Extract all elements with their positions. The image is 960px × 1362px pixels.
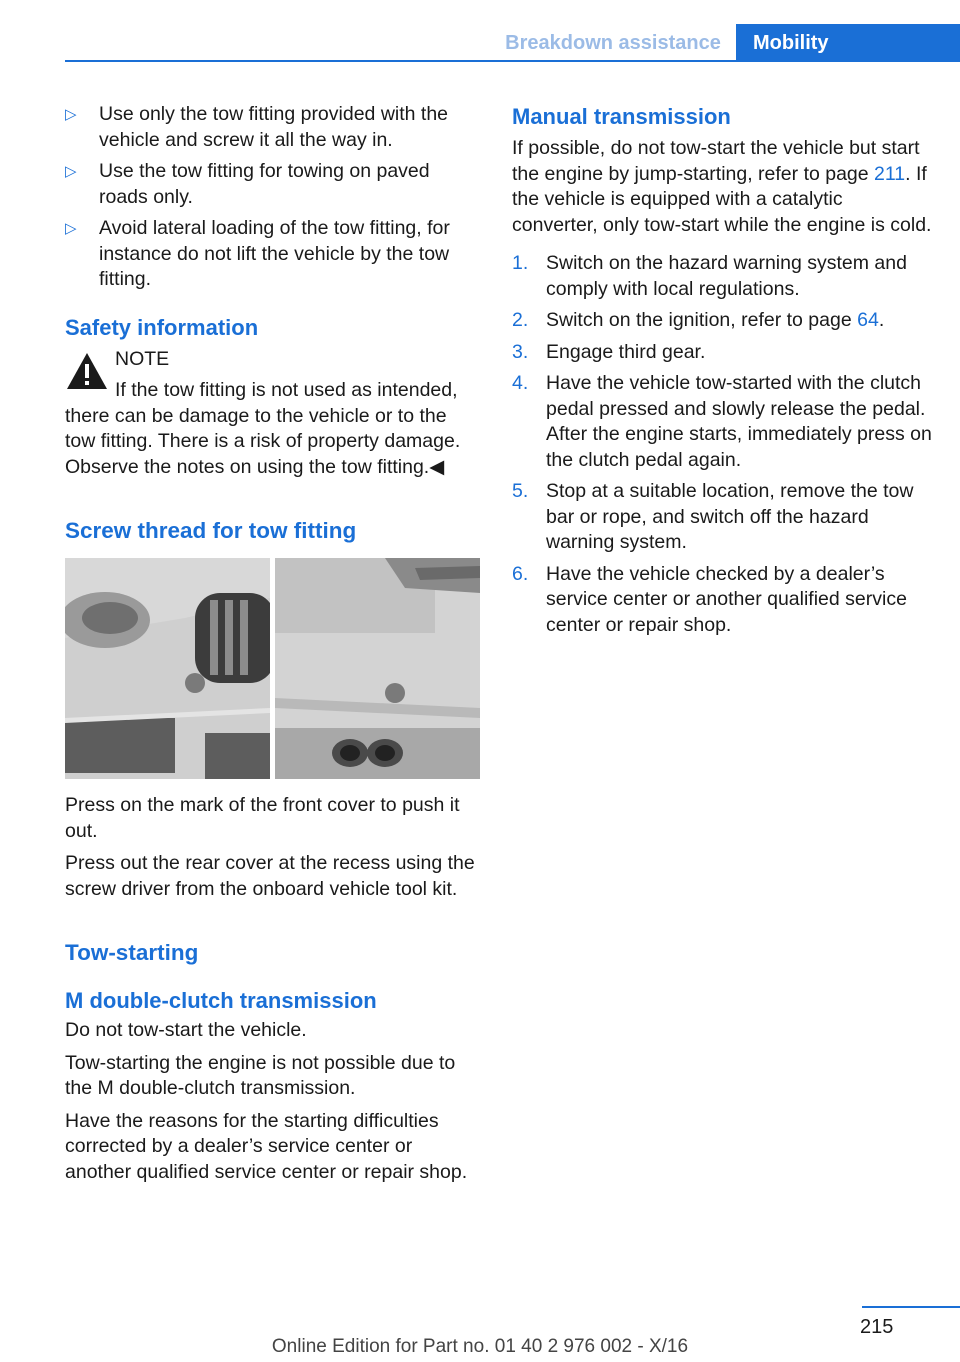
triangle-right-icon: ▷ (65, 220, 77, 237)
press-rear-text: Press out the rear cover at the recess using the screw driver from the onboard vehicle tool kit. (65, 852, 475, 900)
list-item: 4. Have the vehicle tow-started with the clutch pedal pressed and slowly release the pedal. After the engine starts, immediately press on the clutch pedal again. (512, 372, 932, 471)
page-link-211[interactable]: 211 (874, 162, 906, 185)
rear-bumper-image (275, 558, 480, 779)
list-item: 5. Stop at a suitable location, remove the tow bar or rope, and switch off the hazard warning system. (512, 480, 914, 553)
mdct-p1: Do not tow-start the vehicle. (65, 1019, 307, 1041)
list-item: 2. Switch on the ignition, refer to page 64. (512, 309, 885, 331)
page-link-64[interactable]: 64 (857, 309, 879, 331)
note-text: If the tow fitting is not used as intended, there can be damage to the vehicle or to the tow fitting. There is a risk of property damage. Observe the notes on using the tow fitting.◀ (65, 379, 461, 478)
left-column (65, 102, 480, 1192)
front-bumper-image (65, 558, 270, 779)
page-number: 215 (860, 1316, 894, 1338)
list-item: ▷ Use only the tow fitting provided with the vehicle and screw it all the way in. (65, 103, 449, 151)
list-item: 3. Engage third gear. (512, 340, 706, 363)
screw-thread-heading: Screw thread for tow fitting (65, 518, 357, 543)
note-label: NOTE (115, 347, 170, 370)
warning-triangle-icon (65, 351, 109, 391)
list-item: 1. Switch on the hazard warning system and comply with local regulations. (512, 252, 907, 300)
edition-footer: Online Edition for Part no. 01 40 2 976 002 - X/16 (271, 1336, 689, 1357)
header-tabs (490, 24, 960, 62)
mdct-heading: M double-clutch transmission (65, 988, 377, 1013)
list-item: ▷ Use the tow fitting for towing on paved roads only. (65, 160, 430, 208)
manual-intro: If possible, do not tow-start the vehicle but start the engine by jump-starting, refer to page 211. If the vehicle is equipped with a catalytic converter, only tow-start while the engine is cold. (512, 137, 932, 236)
safety-heading: Safety information (65, 314, 259, 340)
mdct-p2: Tow-starting the engine is not possible due to the M double-clutch transmission. (65, 1051, 456, 1099)
tow-fitting-cover-photo (65, 558, 480, 779)
chapter-tab: Mobility (736, 24, 960, 62)
manual-transmission-heading: Manual transmission (512, 104, 731, 129)
footer-rule (862, 1306, 960, 1308)
list-item: 6. Have the vehicle checked by a dealer’s service center or another qualified service center or repair shop. (512, 562, 907, 636)
right-column (512, 102, 932, 644)
section-tab: Breakdown assistance (505, 31, 721, 54)
list-item: ▷ Avoid lateral loading of the tow fitting, for instance do not lift the vehicle by the tow fitting. (65, 217, 450, 290)
header-rule (65, 60, 960, 62)
tow-starting-heading: Tow-starting (65, 940, 199, 965)
tow-fitting-bullets (65, 102, 480, 293)
triangle-right-icon: ▷ (65, 163, 77, 180)
tow-start-steps (512, 251, 932, 638)
triangle-right-icon: ▷ (65, 106, 77, 123)
mdct-p3: Have the reasons for the starting difficulties corrected by a dealer’s service center or another qualified service center or repair shop. (65, 1109, 468, 1183)
note-block (65, 347, 480, 373)
press-front-text: Press on the mark of the front cover to push it out. (65, 794, 460, 842)
